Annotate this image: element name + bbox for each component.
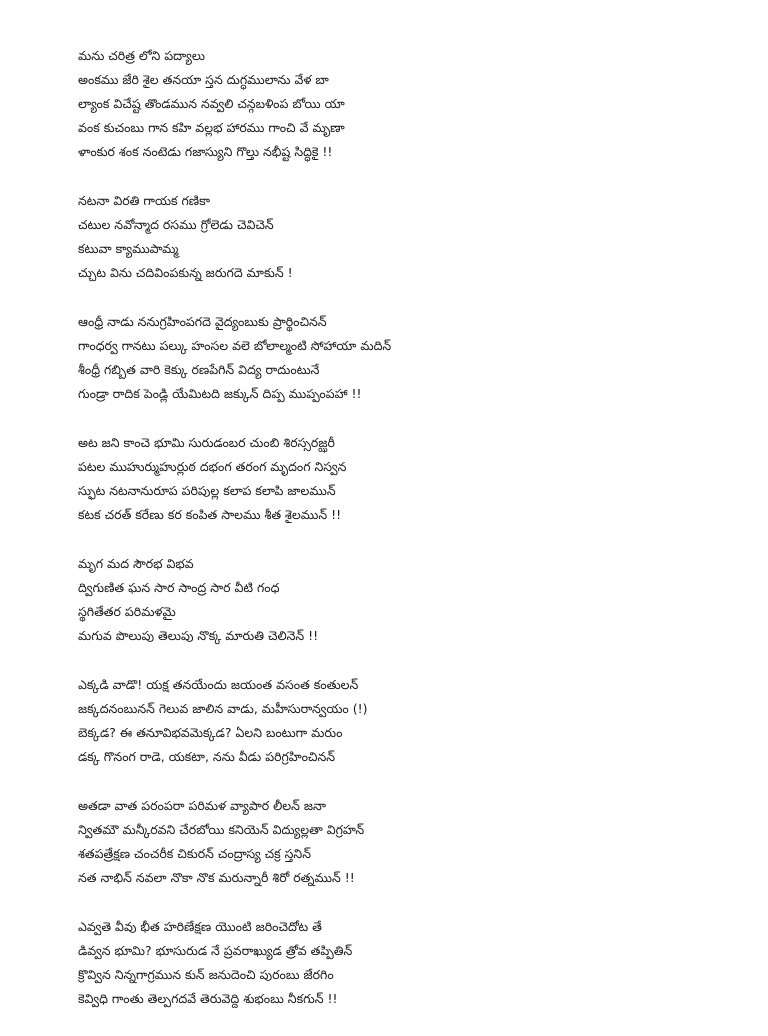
poem-line: మృగ మద సౌరభ విభవ <box>78 556 194 571</box>
poem-line: న్వితమౌ మన్కీరవని చేరబోయి కనియెన్ విద్యుల్లతా విగ్రహన్ <box>78 822 365 837</box>
poem-line: మగువ పొలుపు తెలుపు నొక్క మారుతి చెలినెన్ !! <box>78 628 319 643</box>
poem-line: ద్విగుణిత ఘన సార సాంద్ర సార వీటి గంధ <box>78 580 280 595</box>
poem-line: ఎవ్వతె వీవు భీత హరిణేక్షణ యొంటి జరించెదోట తే <box>78 919 322 934</box>
poem-stanza <box>78 552 718 648</box>
poem-line: చటుల నవోన్మాద రసము గ్రోలెడు చెవిచెన్ <box>78 217 274 232</box>
document-title: మను చరిత్ర లోని పద్యాలు <box>78 48 206 63</box>
poem-line: స్థగితేతర పరిమళమై <box>78 604 176 619</box>
poem-line: ళాంకుర శంక నంటెడు గజాస్యుని గొల్తు నభీష్ట సిద్ధికై !! <box>78 144 333 159</box>
poem-line: నటనా విరతి గాయక గణికా <box>78 193 210 208</box>
poem-line: ఆంధ్రీ నాడు ననుగ్రహింపగదె వైద్యంబుకు ప్రార్థించినన్ <box>78 314 327 329</box>
poem-line: ల్యాంక విచేష్ట తొండమున నవ్వలి చన్గబళింప బోయి యా <box>78 96 345 111</box>
document-page <box>78 44 718 1036</box>
poem-line: గుండ్రా రాదిక పెండ్లి యేమిటది జక్కున్ దిప్ప ముప్పంపహా !! <box>78 386 362 401</box>
poem-line: క్రొవ్విన నిన్నగాగ్రమున కున్ జనుదెంచి పురంబు జేరగిం <box>78 967 334 982</box>
poem-line: పటల ముహుర్ముహుర్లుఠ దభంగ తరంగ మృదంగ నిస్వన <box>78 459 347 474</box>
poem-line: డివ్వన భూమి? భూసురుడ నే ప్రవరాఖ్యుడ త్రోవ తప్పితిన్ <box>78 943 353 958</box>
poem-line: డక్క గొనంగ రాడె, యకటా, నను వీడు పరిగ్రహించినన్ <box>78 749 336 764</box>
poem-line: కటువా క్యాముపామ్మ <box>78 241 179 256</box>
poem-stanza <box>78 68 718 164</box>
poem-line: ఎక్కడి వాడొ! యక్ష తనయేందు జయంత వసంత కంతులన్ <box>78 677 359 692</box>
poem-line: జక్కదనంబునన్ గెలువ జాలిన వాడు, మహీసురాన్వయం (!) <box>78 701 368 716</box>
poem-line: వంక కుచంబు గాన కహి వల్లభ హారము గాంచి వే మృణా <box>78 120 345 135</box>
poem-line: స్ఫుట నటనానురూప పరిపుల్ల కలాప కలాపి జాలమున్ <box>78 483 336 498</box>
poem-line: అతడా వాత పరంపరా పరిమళ వ్యాపార లీలన్ జనా <box>78 798 327 813</box>
poem-line: నత నాభిన్ నవలా నొకా నొక మరున్నారీ శిరో రత్నమున్ !! <box>78 870 355 885</box>
poem-stanza <box>78 189 718 285</box>
poem-line: గాంధర్వ గానటు పల్కు హంసల వలె బోలాల్మంటి సోహాయా మదిన్ <box>78 338 392 353</box>
poem-line: శీంధ్రీ గబ్బిత వారి కెక్కు రణపేగిన్ విద్య రాదుంటునే <box>78 362 320 377</box>
poem-stanza <box>78 915 718 1011</box>
poem-stanza <box>78 431 718 527</box>
poem-stanzas <box>78 68 718 1011</box>
poem-stanza <box>78 794 718 890</box>
poem-line: కెవ్విధి గాంతు తెల్పగదవే తెరువెద్ది శుభంబు నీకగున్ !! <box>78 991 338 1006</box>
poem-line: అట జని కాంచె భూమి సురుడంబర చుంబి శిరస్సరజ్ఝరీ <box>78 435 335 450</box>
poem-line: శతపత్రేక్షణ చంచరీక చికురన్ చంద్రాస్య చక్ర స్తనిన్ <box>78 846 311 861</box>
poem-line: కటక చరత్ కరేణు కర కంపిత సాలము శీత శైలమున్ !! <box>78 507 342 522</box>
poem-line: అంకము జేరి శైల తనయా స్తన దుగ్ధములాను వేళ బా <box>78 72 329 87</box>
poem-line: చ్చుట విను చదివింపకున్న జరుగదె మాకున్ ! <box>78 265 293 280</box>
poem-line: బెక్కడ? ఈ తనూవిభవమెక్కడ? ఏలని బంటుగా మరుం <box>78 725 343 740</box>
poem-stanza <box>78 310 718 406</box>
poem-stanza <box>78 673 718 769</box>
